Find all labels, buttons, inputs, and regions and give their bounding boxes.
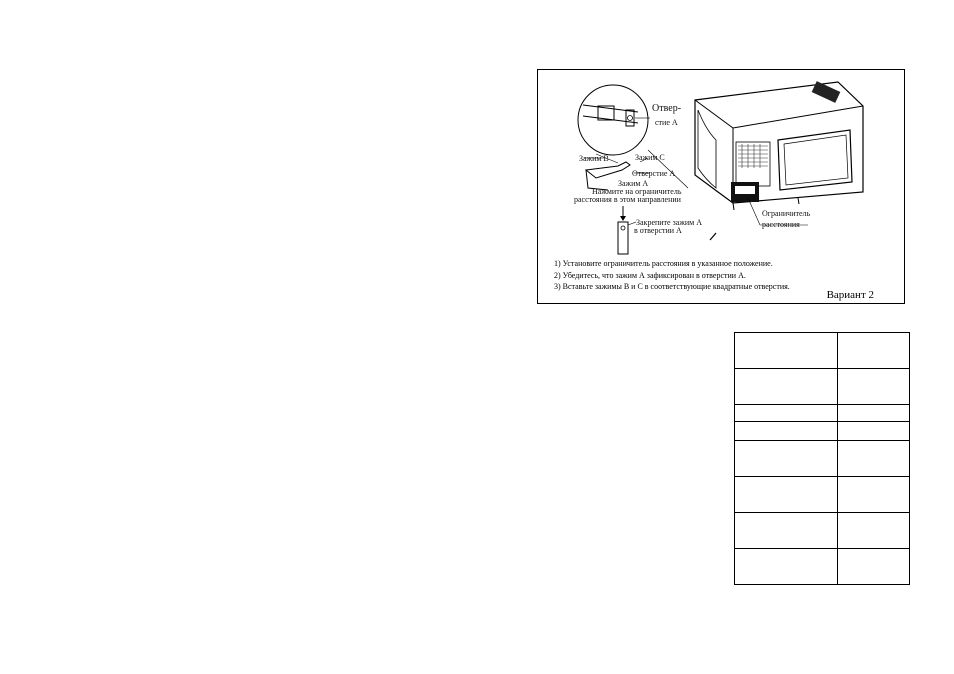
variant-label: Вариант 2	[826, 289, 874, 301]
table-cell	[838, 549, 910, 585]
label-hole-a: Отверстие А	[632, 169, 676, 178]
label-fix-line1: Закрепите зажим А	[636, 218, 702, 227]
table-cell	[838, 405, 910, 422]
instruction-step-3: 3) Вставьте зажимы В и С в соответствующие квадратные отверстия.	[554, 282, 790, 291]
table-cell	[735, 513, 838, 549]
table-row	[735, 477, 910, 513]
spec-table	[734, 332, 910, 585]
table-cell	[838, 441, 910, 477]
label-clamp-a: Зажим А	[618, 179, 649, 188]
label-press-line1: Нажмите на ограничитель	[592, 187, 682, 196]
table-cell	[838, 422, 910, 441]
label-clamp-c: Зажим С	[635, 153, 665, 162]
table-cell	[735, 333, 838, 369]
table-cell	[838, 333, 910, 369]
table-row	[735, 422, 910, 441]
table-cell	[735, 422, 838, 441]
callout-hole-a-line2: стие А	[655, 118, 678, 127]
table-row	[735, 405, 910, 422]
label-limiter-line2: расстояния	[762, 220, 800, 229]
table-row	[735, 513, 910, 549]
label-limiter-line1: Ограничитель	[762, 209, 811, 218]
table-cell	[735, 441, 838, 477]
table-cell	[735, 369, 838, 405]
table-cell	[838, 513, 910, 549]
label-clamp-b: Зажим В	[579, 154, 609, 163]
table-row	[735, 549, 910, 585]
instruction-list	[554, 258, 790, 293]
table-cell	[735, 549, 838, 585]
table-row	[735, 369, 910, 405]
table-row	[735, 441, 910, 477]
installation-figure	[537, 69, 905, 304]
table-row	[735, 333, 910, 369]
table-cell	[838, 477, 910, 513]
table-cell	[735, 405, 838, 422]
label-press-line2: расстояния в этом направлении	[574, 195, 681, 204]
label-fix-line2: в отверстии А	[634, 226, 682, 235]
instruction-step-1: 1) Установите ограничитель расстояния в указанное положение.	[554, 259, 773, 268]
table-cell	[735, 477, 838, 513]
table-cell	[838, 369, 910, 405]
instruction-step-2: 2) Убедитесь, что зажим А зафиксирован в отверстии А.	[554, 270, 746, 280]
callout-hole-a-line1: Отвер-	[652, 103, 682, 114]
